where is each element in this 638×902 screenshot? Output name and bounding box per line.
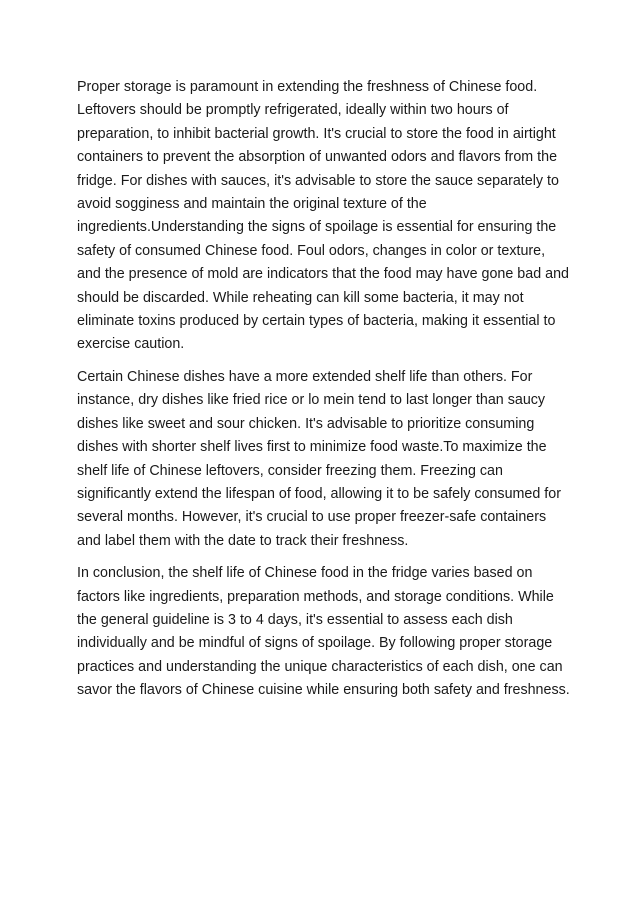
paragraph-storage: Proper storage is paramount in extending the freshness of Chinese food. Leftovers should be promptly refrigerated, ideally within two hours of preparation, to inhibit bacterial growth. It's crucial to store the food in airtight containers to prevent the absorption of unwanted odors and flavors from the fridge. For dishes with sauces, it's advisable to store the sauce separately to avoid sogginess and maintain the original texture of the ingredients.Understanding the signs of spoilage is essential for ensuring the safety of consumed Chinese food. Foul odors, changes in color or texture, and the presence of mold are indicators that the food may have gone bad and should be discarded. While reheating can kill some bacteria, it may not eliminate toxins produced by certain types of bacteria, making it essential to exercise caution. bbox=[77, 79, 569, 353]
paragraph-shelf-life: Certain Chinese dishes have a more extended shelf life than others. For instance, dry dishes like fried rice or lo mein tend to last longer than saucy dishes like sweet and sour chicken. It's advisable to prioritize consuming dishes with shorter shelf lives first to minimize food waste.To maximize the shelf life of Chinese leftovers, consider freezing them. Freezing can significantly extend the lifespan of food, allowing it to be safely consumed for several months. However, it's crucial to use proper freezer-safe containers and label them with the date to track their freshness. bbox=[77, 368, 561, 549]
paragraph-conclusion: In conclusion, the shelf life of Chinese food in the fridge varies based on factors like ingredients, preparation methods, and storage conditions. While the general guideline is 3 to 4 days, it's essential to assess each dish individually and be mindful of signs of spoilage. By following proper storage practices and understanding the unique characteristics of each dish, one can savor the flavors of Chinese cuisine while ensuring both safety and freshness. bbox=[77, 565, 570, 699]
